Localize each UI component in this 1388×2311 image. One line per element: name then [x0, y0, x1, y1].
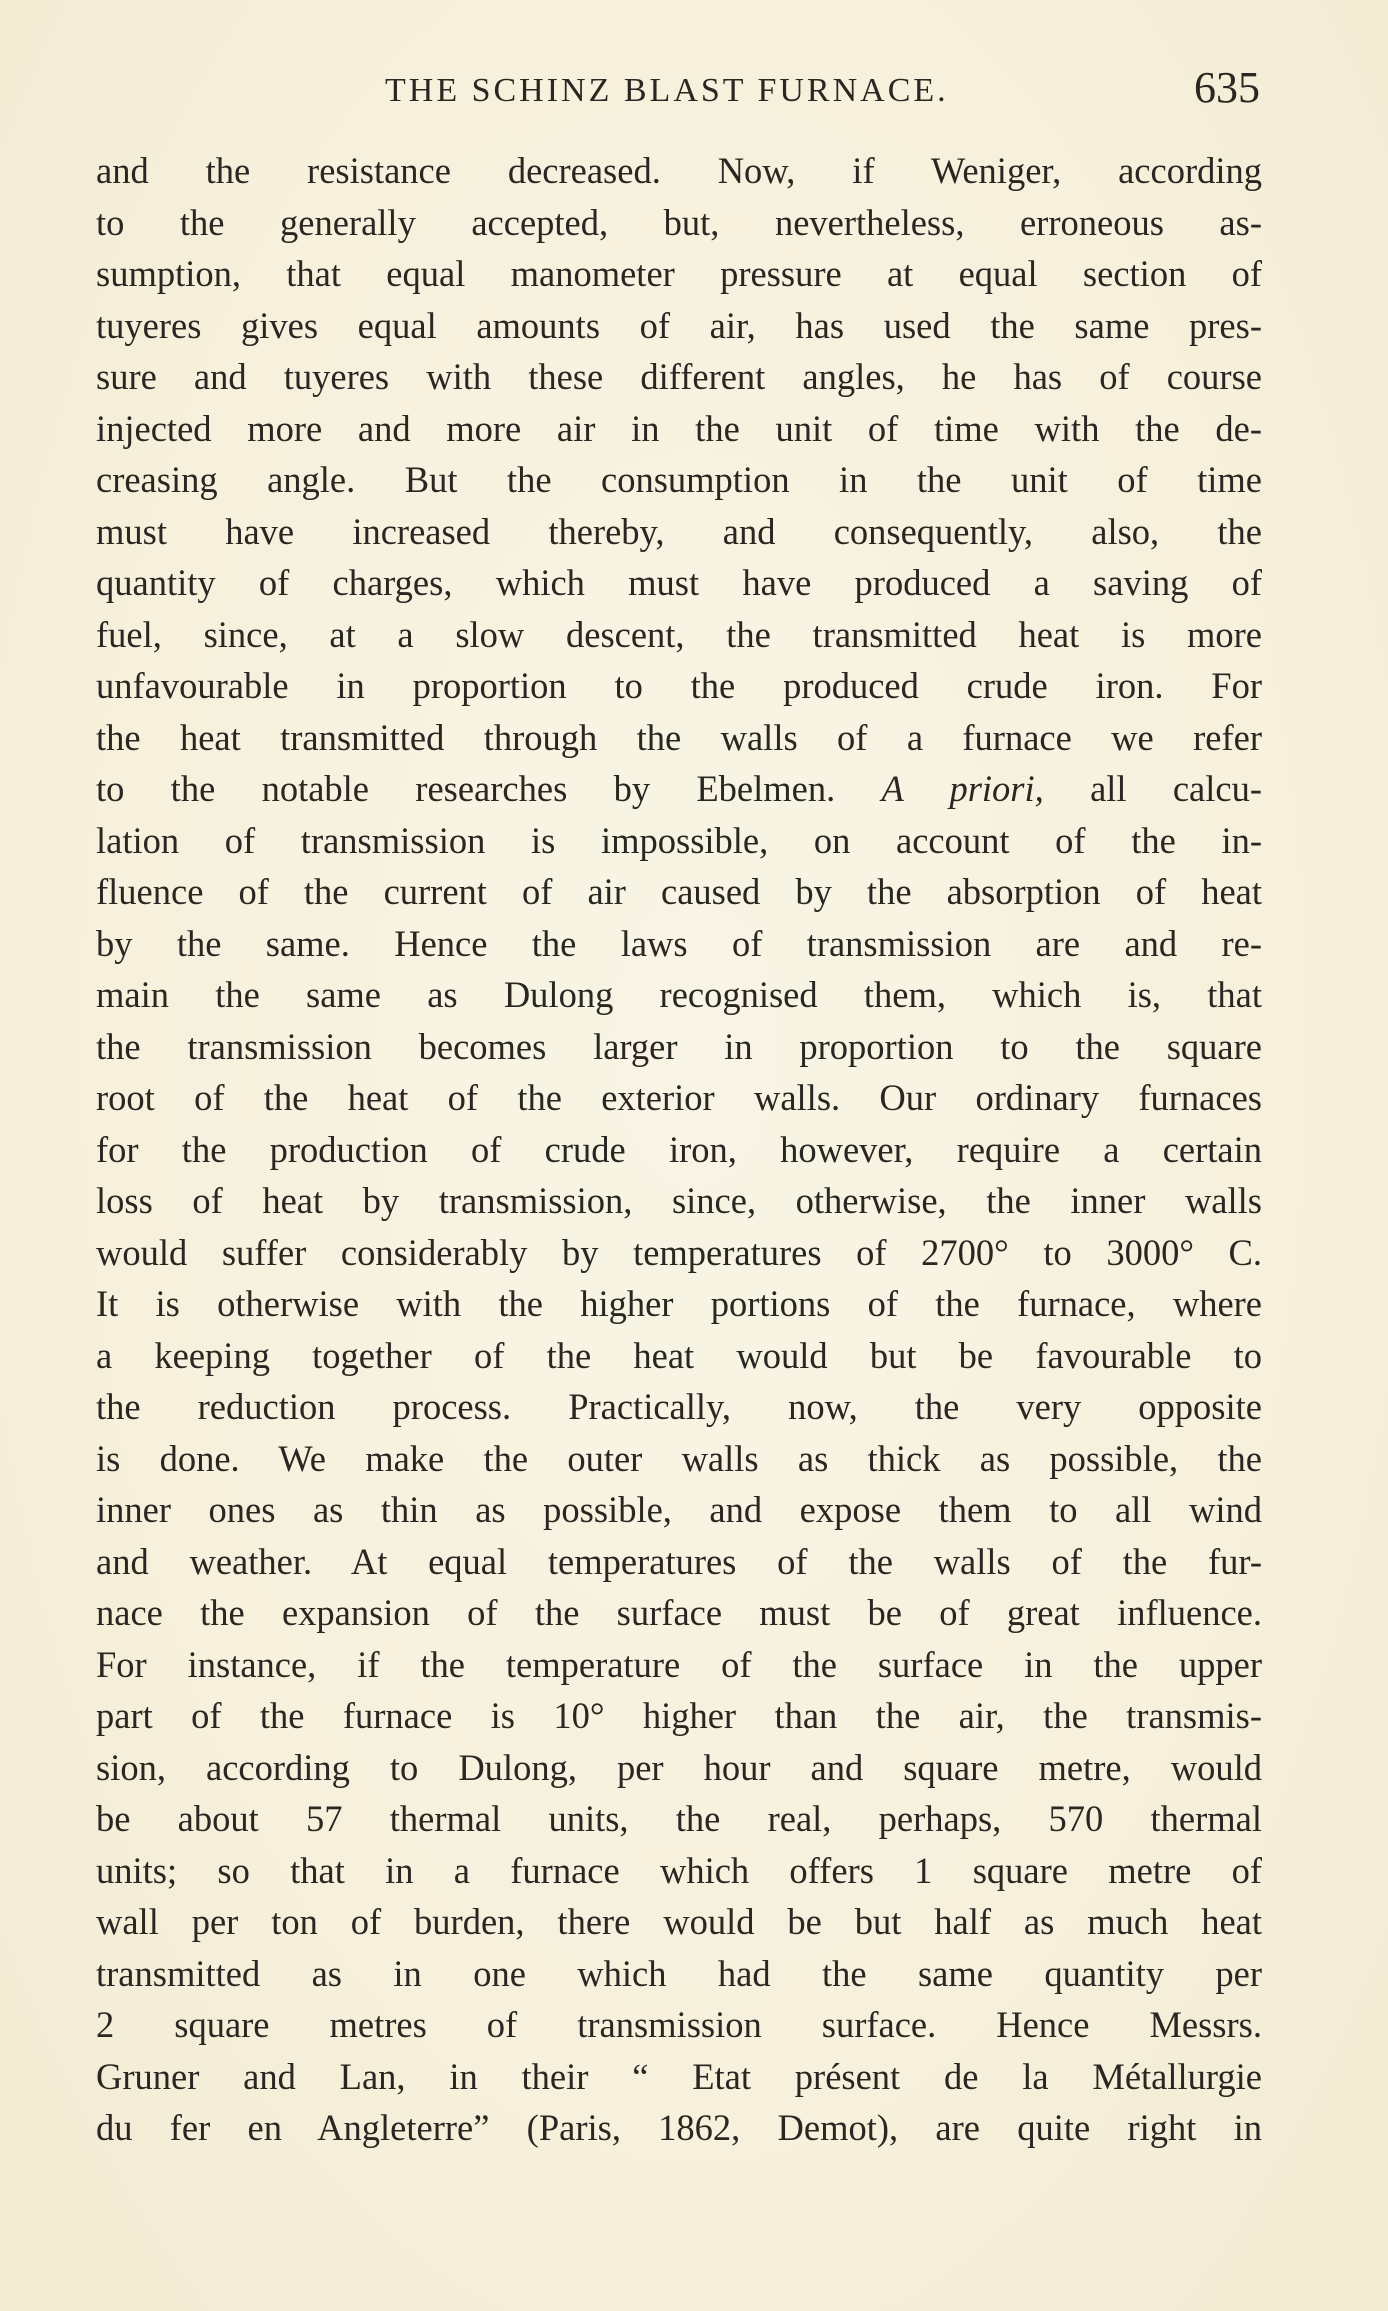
text-line: sumption, that equal manometer pressure at equal section of — [96, 253, 1262, 294]
text-line: nace the expansion of the surface must be of great influence. — [96, 1592, 1262, 1633]
text-line: 2 square metres of transmission surface. Hence Messrs. — [96, 2004, 1262, 2045]
text-segment: to the notable researches by Ebelmen. — [96, 768, 836, 809]
running-title: THE SCHINZ BLAST FURNACE. — [385, 72, 949, 109]
italic-phrase: A priori, — [881, 768, 1044, 809]
text-line: creasing angle. But the consumption in the unit of time — [96, 459, 1262, 500]
text-line: part of the furnace is 10° higher than the air, the transmis- — [96, 1695, 1262, 1736]
text-line: by the same. Hence the laws of transmission are and re- — [96, 922, 1262, 964]
text-line: would suffer considerably by temperatures of 2700° to 3000° C. — [96, 1231, 1262, 1273]
text-line: lation of transmission is impossible, on account of the in- — [96, 819, 1262, 861]
text-line: unfavourable in proportion to the produced crude iron. For — [96, 665, 1262, 706]
text-line: transmitted as in one which had the same quantity per — [96, 1952, 1262, 1994]
text-line: the transmission becomes larger in proportion to the square — [96, 1025, 1262, 1067]
text-segment: all calcu- — [1090, 768, 1262, 809]
text-line-with-italic — [96, 763, 1262, 815]
text-line: root of the heat of the exterior walls. Our ordinary furnaces — [96, 1077, 1262, 1118]
text-line: units; so that in a furnace which offers 1 square metre of — [96, 1849, 1262, 1891]
text-line: must have increased thereby, and consequently, also, the — [96, 510, 1262, 552]
text-line: tuyeres gives equal amounts of air, has used the same pres- — [96, 304, 1262, 346]
page-header — [100, 62, 1260, 122]
text-line: sion, according to Dulong, per hour and square metre, would — [96, 1746, 1262, 1788]
text-line: and weather. At equal temperatures of the walls of the fur- — [96, 1540, 1262, 1582]
text-line: the heat transmitted through the walls of a furnace we refer — [96, 716, 1262, 758]
text-line: the reduction process. Practically, now, the very opposite — [96, 1386, 1262, 1427]
text-line: du fer en Angleterre” (Paris, 1862, Demot), are quite right in — [96, 2107, 1262, 2148]
text-line: fuel, since, at a slow descent, the transmitted heat is more — [96, 613, 1262, 655]
text-line: for the production of crude iron, however, require a certain — [96, 1128, 1262, 1170]
text-line: be about 57 thermal units, the real, perhaps, 570 thermal — [96, 1798, 1262, 1839]
text-line: wall per ton of burden, there would be but half as much heat — [96, 1901, 1262, 1942]
text-line: fluence of the current of air caused by the absorption of heat — [96, 871, 1262, 912]
text-line: loss of heat by transmission, since, otherwise, the inner walls — [96, 1180, 1262, 1221]
page-number: 635 — [1194, 63, 1260, 112]
text-line: a keeping together of the heat would but be favourable to — [96, 1334, 1262, 1376]
body-text — [96, 145, 1262, 2154]
text-line: main the same as Dulong recognised them, which is, that — [96, 974, 1262, 1015]
text-line: sure and tuyeres with these different angles, he has of course — [96, 356, 1262, 397]
text-line: Gruner and Lan, in their “ Etat présent de la Métallurgie — [96, 2055, 1262, 2097]
text-line: and the resistance decreased. Now, if Weniger, according — [96, 150, 1262, 191]
text-line: to the generally accepted, but, nevertheless, erroneous as- — [96, 201, 1262, 243]
text-line: injected more and more air in the unit of time with the de- — [96, 407, 1262, 449]
text-line: For instance, if the temperature of the surface in the upper — [96, 1643, 1262, 1685]
text-line: inner ones as thin as possible, and expose them to all wind — [96, 1489, 1262, 1530]
text-line: quantity of charges, which must have produced a saving of — [96, 562, 1262, 603]
text-line: is done. We make the outer walls as thick as possible, the — [96, 1437, 1262, 1479]
text-line: It is otherwise with the higher portions of the furnace, where — [96, 1283, 1262, 1324]
